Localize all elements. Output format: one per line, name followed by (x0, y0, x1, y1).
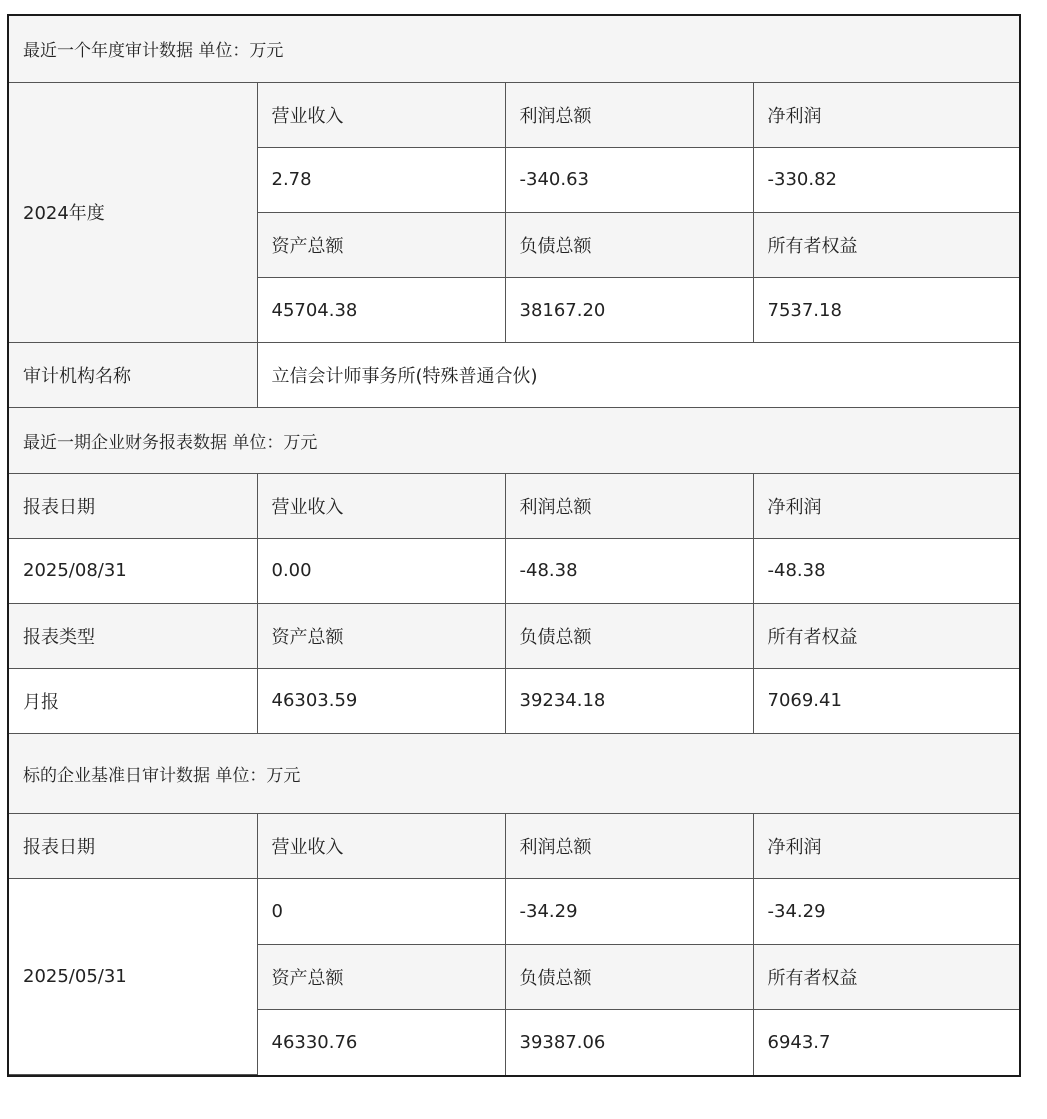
section-annual-header (9, 16, 1019, 82)
financial-data-table (9, 16, 1019, 1075)
base-net-profit: -34.29 (753, 879, 1019, 944)
base-total-profit: -34.29 (505, 879, 753, 944)
latest-owners-equity: 7069.41 (753, 668, 1019, 733)
base-owners-equity: 6943.7 (753, 1009, 1019, 1074)
base-date: 2025/05/31 (9, 879, 257, 1075)
label-total-assets: 资产总额 (257, 603, 505, 668)
latest-total-assets: 46303.59 (257, 668, 505, 733)
label-total-profit: 利润总额 (505, 814, 753, 879)
label-revenue: 营业收入 (257, 82, 505, 147)
label-net-profit: 净利润 (753, 82, 1019, 147)
section-latest-header (9, 408, 1019, 473)
latest-total-liabilities: 39234.18 (505, 668, 753, 733)
label-total-profit: 利润总额 (505, 82, 753, 147)
label-revenue: 营业收入 (257, 814, 505, 879)
table-row (9, 473, 1019, 538)
section-annual-title: 最近一个年度审计数据 单位：万元 (9, 16, 1019, 82)
base-total-assets: 46330.76 (257, 1009, 505, 1074)
annual-total-liabilities: 38167.20 (505, 278, 753, 343)
table-row (9, 343, 1019, 408)
label-net-profit: 净利润 (753, 473, 1019, 538)
label-report-type: 报表类型 (9, 603, 257, 668)
label-total-liabilities: 负债总额 (505, 944, 753, 1009)
table-row (9, 879, 1019, 944)
table-row (9, 82, 1019, 147)
latest-date: 2025/08/31 (9, 538, 257, 603)
table-row (9, 814, 1019, 879)
section-latest-title: 最近一期企业财务报表数据 单位：万元 (9, 408, 1019, 473)
section-base-header (9, 734, 1019, 814)
latest-type: 月报 (9, 668, 257, 733)
label-owners-equity: 所有者权益 (753, 944, 1019, 1009)
label-total-profit: 利润总额 (505, 473, 753, 538)
latest-total-profit: -48.38 (505, 538, 753, 603)
section-base-title: 标的企业基准日审计数据 单位：万元 (9, 734, 1019, 814)
label-revenue: 营业收入 (257, 473, 505, 538)
table-row (9, 538, 1019, 603)
label-total-liabilities: 负债总额 (505, 603, 753, 668)
label-total-assets: 资产总额 (257, 212, 505, 277)
latest-net-profit: -48.38 (753, 538, 1019, 603)
annual-year: 2024年度 (9, 82, 257, 343)
audit-org-name: 立信会计师事务所(特殊普通合伙) (257, 343, 1019, 408)
label-net-profit: 净利润 (753, 814, 1019, 879)
table-row (9, 603, 1019, 668)
label-total-liabilities: 负债总额 (505, 212, 753, 277)
label-report-date: 报表日期 (9, 814, 257, 879)
financial-data-table-frame (7, 14, 1021, 1077)
annual-net-profit: -330.82 (753, 147, 1019, 212)
table-row (9, 668, 1019, 733)
annual-total-profit: -340.63 (505, 147, 753, 212)
annual-total-assets: 45704.38 (257, 278, 505, 343)
latest-revenue: 0.00 (257, 538, 505, 603)
annual-revenue: 2.78 (257, 147, 505, 212)
label-owners-equity: 所有者权益 (753, 212, 1019, 277)
base-revenue: 0 (257, 879, 505, 944)
label-audit-org: 审计机构名称 (9, 343, 257, 408)
label-total-assets: 资产总额 (257, 944, 505, 1009)
base-total-liabilities: 39387.06 (505, 1009, 753, 1074)
label-owners-equity: 所有者权益 (753, 603, 1019, 668)
label-report-date: 报表日期 (9, 473, 257, 538)
annual-owners-equity: 7537.18 (753, 278, 1019, 343)
